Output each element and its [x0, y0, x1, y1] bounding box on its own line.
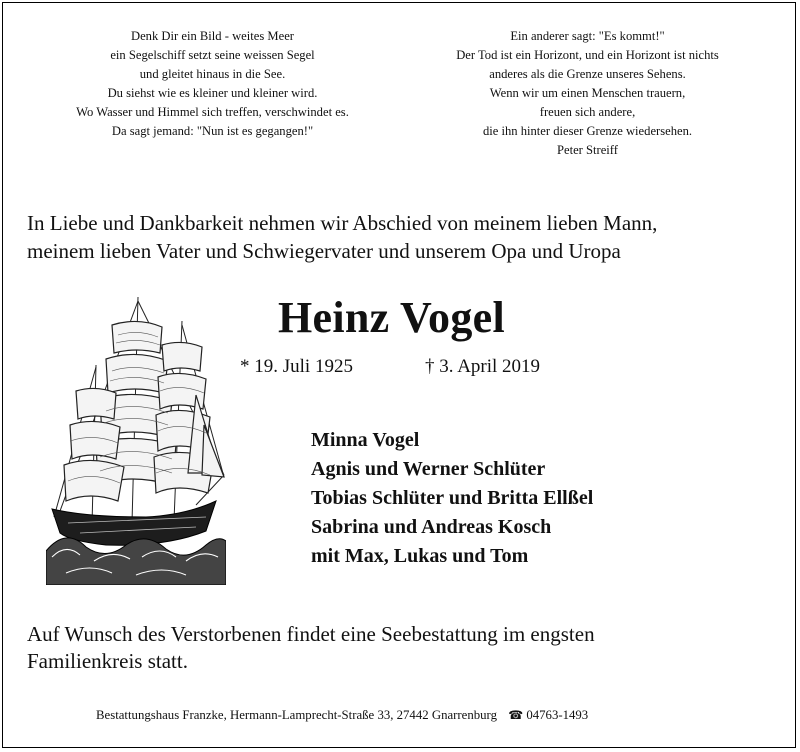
intro-text: [27, 209, 787, 265]
closing-text: [27, 621, 777, 675]
mourner-entry: Minna Vogel: [311, 429, 420, 451]
mourner-entry: mit Max, Lukas und Tom: [311, 545, 529, 567]
poem-line: die ihn hinter dieser Grenze wiedersehen.: [482, 124, 693, 138]
death-date: † 3. April 2019: [425, 356, 541, 377]
poem-line: Wo Wasser und Himmel sich treffen, verschwindet es.: [76, 105, 349, 119]
poem-line: freuen sich andere,: [539, 105, 636, 119]
poem-author: Peter Streiff: [557, 143, 618, 157]
mourner-entry: Sabrina und Andreas Kosch: [311, 516, 552, 538]
poem-line: und gleitet hinaus in die See.: [139, 67, 286, 81]
ship-icon: [46, 295, 226, 585]
poem-line: Der Tod ist ein Horizont, und ein Horizont ist nichts: [456, 48, 719, 62]
deceased-name: Heinz Vogel: [278, 293, 505, 342]
birth-date: * 19. Juli 1925: [240, 356, 353, 377]
poem-line: Da sagt jemand: "Nun ist es gegangen!": [111, 124, 314, 138]
mourners-list: [311, 426, 593, 571]
intro-line: meinem lieben Vater und Schwiegervater und unserem Opa und Uropa: [27, 239, 621, 263]
closing-line: Familienkreis statt.: [27, 649, 188, 673]
poem-line: Denk Dir ein Bild - weites Meer: [131, 29, 294, 43]
poem-left: [35, 27, 390, 141]
poem-line: Ein anderer sagt: "Es kommt!": [510, 29, 665, 43]
poem-line: Wenn wir um einen Menschen trauern,: [489, 86, 686, 100]
footer: [96, 708, 588, 723]
poem-line: Du siehst wie es kleiner und kleiner wird.: [107, 86, 318, 100]
funeral-home-address: Bestattungshaus Franzke, Hermann-Lamprecht-Straße 33, 27442 Gnarrenburg: [96, 708, 497, 722]
intro-line: In Liebe und Dankbarkeit nehmen wir Abschied von meinem lieben Mann,: [27, 211, 658, 235]
phone-icon: ☎: [508, 708, 524, 722]
life-dates: [240, 356, 540, 378]
mourner-entry: Tobias Schlüter und Britta Ellßel: [311, 487, 594, 509]
poem-right: [405, 27, 770, 160]
mourner-entry: Agnis und Werner Schlüter: [311, 458, 546, 480]
phone-number: 04763-1493: [526, 708, 589, 722]
poem-line: ein Segelschiff setzt seine weissen Segel: [110, 48, 315, 62]
closing-line: Auf Wunsch des Verstorbenen findet eine Seebestattung im engsten: [27, 622, 595, 646]
poem-line: anderes als die Grenze unseres Sehens.: [489, 67, 686, 81]
